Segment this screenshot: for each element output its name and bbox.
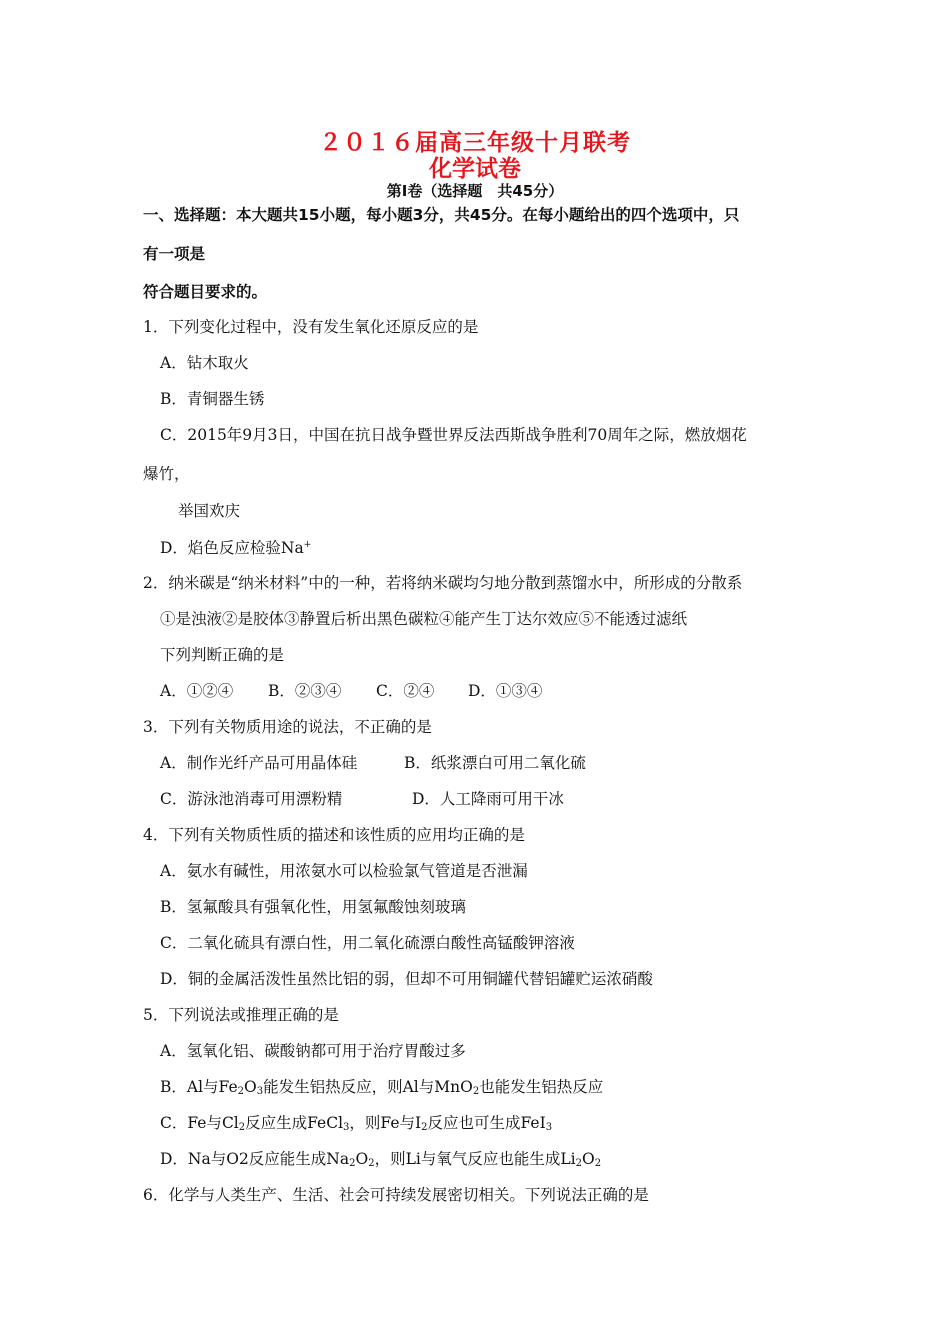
q5-option-d: D．Na与O2反应能生成$Na_2O_2$，则Li与氧气反应也能生成$Li_2O_2$ [160, 1150, 602, 1169]
q4-stem: 4．下列有关物质性质的描述和该性质的应用均正确的是 [143, 826, 525, 844]
q4-option-c: C．二氧化硫具有漂白性，用二氧化硫漂白酸性高锰酸钾溶液 [160, 934, 575, 952]
q2-option-b: B．②③④ [268, 682, 342, 700]
q1-option-c-line-2: 爆竹， [143, 465, 190, 483]
q2-stem: 2．纳米碳是“纳米材料”中的一种，若将纳米碳均匀地分散到蒸馏水中，所形成的分散系 [143, 574, 743, 592]
instructions-line-3: 符合题目要求的。 [143, 283, 268, 301]
q5-option-b: B．Al与$Fe_2O_3$能发生铝热反应，则Al与MnO$_2$也能发生铝热反应 [160, 1078, 604, 1097]
q2-ask: 下列判断正确的是 [160, 646, 285, 664]
subject-title: 化学试卷 [429, 156, 521, 182]
q4-option-b: B．氢氟酸具有强氧化性，用氢氟酸蚀刻玻璃 [160, 898, 466, 916]
q5-option-a: A．氢氧化铝、碳酸钠都可用于治疗胃酸过多 [160, 1042, 466, 1060]
q1-stem: 1．下列变化过程中，没有发生氧化还原反应的是 [143, 318, 479, 336]
q3-stem: 3．下列有关物质用途的说法，不正确的是 [143, 718, 432, 736]
q6-stem: 6．化学与人类生产、生活、社会可持续发展密切相关。下列说法正确的是 [143, 1186, 649, 1204]
q3-option-d: D．人工降雨可用干冰 [412, 790, 564, 808]
instructions-line-2: 有一项是 [143, 245, 206, 263]
part-title: 第Ⅰ卷（选择题 共45分） [386, 182, 564, 200]
q1-option-c-line-1: C．2015年9月3日，中国在抗日战争暨世界反法西斯战争胜利70周年之际，燃放烟花 [160, 426, 747, 444]
exam-title: ２０１６届高三年级十月联考 [319, 130, 631, 156]
q2-option-d: D．①③④ [468, 682, 543, 700]
q1-option-d: D．焰色反应检验Na+ [160, 539, 312, 557]
q3-option-c: C．游泳池消毒可用漂粉精 [160, 790, 343, 808]
q2-statements: ①是浊液②是胶体③静置后析出黑色碳粒④能产生丁达尔效应⑤不能透过滤纸 [160, 610, 688, 628]
q4-option-a: A．氨水有碱性，用浓氨水可以检验氯气管道是否泄漏 [160, 862, 528, 880]
q3-option-a: A．制作光纤产品可用晶体硅 [160, 754, 358, 772]
q3-option-b: B．纸浆漂白可用二氧化硫 [404, 754, 586, 772]
q4-option-d: D．铜的金属活泼性虽然比铝的弱，但却不可用铜罐代替铝罐贮运浓硝酸 [160, 970, 653, 988]
q1-option-a: A．钻木取火 [160, 354, 249, 372]
instructions-line-1: 一、选择题：本大题共15小题，每小题3分，共45分。在每小题给出的四个选项中，只 [143, 206, 740, 224]
q5-option-c: C．Fe与$Cl_2$反应生成FeCl$_3$，则Fe与$I_2$反应也可生成FeI$_3$ [160, 1114, 553, 1133]
q1-option-b: B．青铜器生锈 [160, 390, 265, 408]
q2-option-a: A．①②④ [160, 682, 234, 700]
q2-option-c: C．②④ [376, 682, 435, 700]
q1-option-c-line-3: 举国欢庆 [178, 502, 241, 520]
q5-stem: 5．下列说法或推理正确的是 [143, 1006, 339, 1024]
